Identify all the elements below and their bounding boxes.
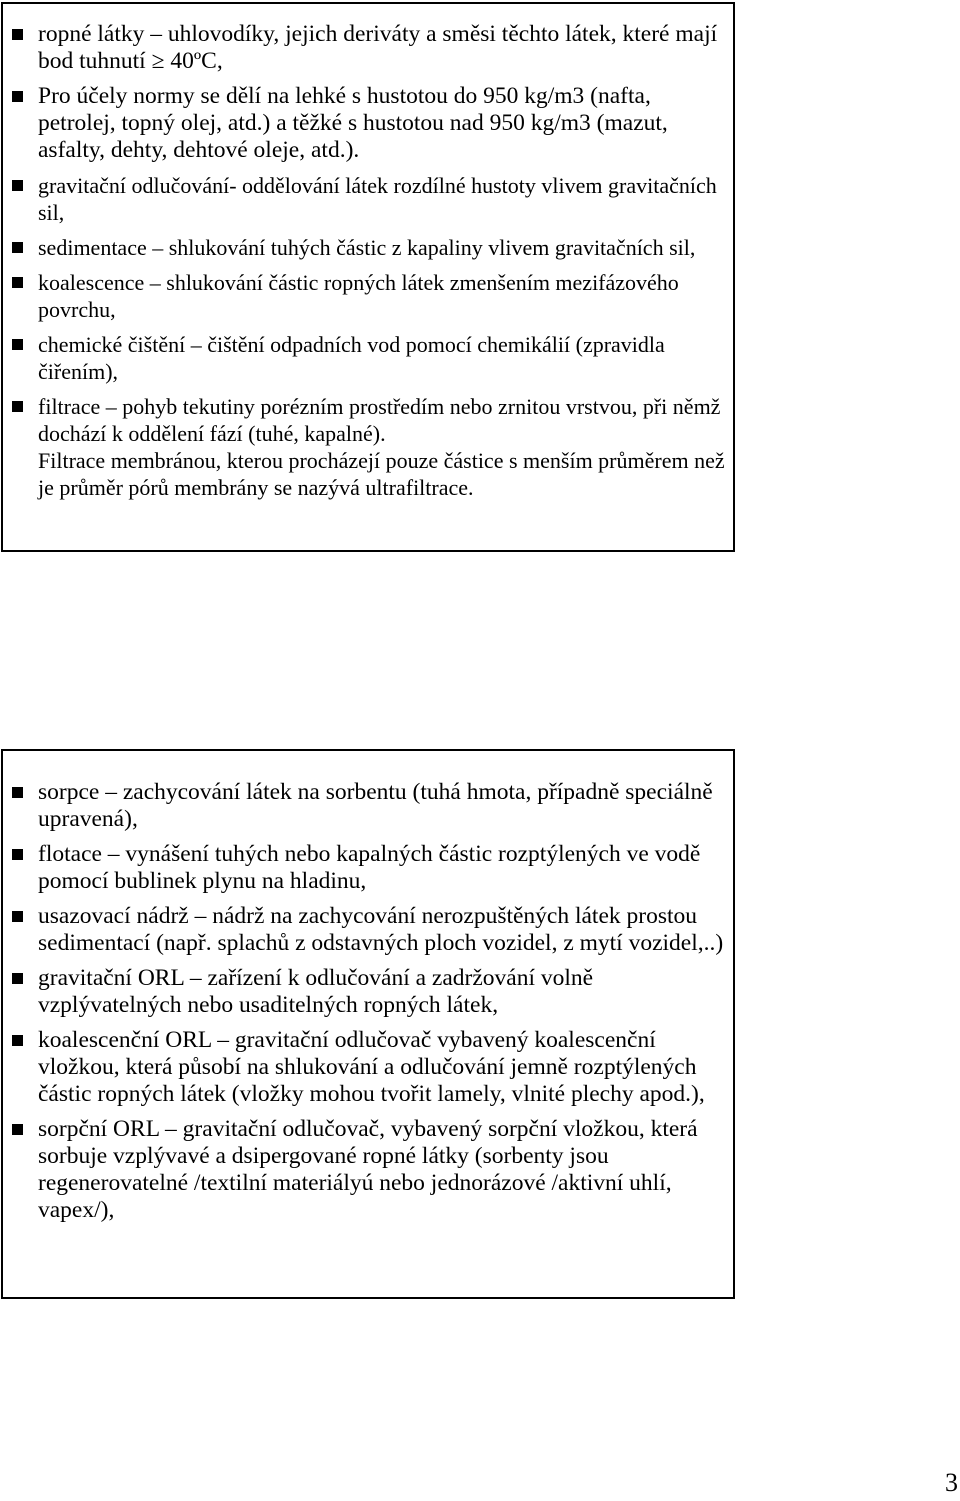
slide-top <box>1 2 735 552</box>
list-item <box>3 841 725 895</box>
bullet-list-bottom <box>3 779 733 1232</box>
list-item <box>3 1116 725 1224</box>
square-bullet-icon <box>12 787 23 798</box>
list-item <box>3 1027 725 1108</box>
square-bullet-icon <box>12 1035 23 1046</box>
slide-bottom <box>1 749 735 1299</box>
list-item <box>3 83 725 164</box>
bullet-list-top <box>3 21 733 509</box>
list-item-text: ropné látky – uhlovodíky, jejich deriváty a směsi těchto látek, které mají bod tuhnutí ≥ 40ºC, <box>38 21 718 74</box>
page-number: 3 <box>945 1468 958 1497</box>
square-bullet-icon <box>12 339 23 350</box>
list-item-continuation: Filtrace membránou, kterou procházejí pouze částice s menším průměrem než je průměr pórů membrány se nazývá ultrafiltrace. <box>38 448 725 500</box>
list-item-text: gravitační ORL – zařízení k odlučování a zadržování volně vzplývatelných nebo usaditelných ropných látek, <box>38 965 594 1018</box>
list-item-text: usazovací nádrž – nádrž na zachycování nerozpuštěných látek prostou sedimentací (např. splachů z odstavných ploch vozidel, z mytí vozidel,..) <box>38 903 724 956</box>
square-bullet-icon <box>12 849 23 860</box>
list-item-text: sedimentace – shlukování tuhých částic z kapaliny vlivem gravitačních sil, <box>38 235 696 260</box>
square-bullet-icon <box>12 911 23 922</box>
square-bullet-icon <box>12 1124 23 1135</box>
list-item-text: koalescence – shlukování částic ropných látek zmenšením mezifázového povrchu, <box>38 270 679 322</box>
list-item <box>3 779 725 833</box>
square-bullet-icon <box>12 29 23 40</box>
list-item-text: gravitační odlučování- oddělování látek rozdílné hustoty vlivem gravitačních sil, <box>38 173 717 225</box>
list-item <box>3 21 725 75</box>
square-bullet-icon <box>12 401 23 412</box>
square-bullet-icon <box>12 277 23 288</box>
list-item <box>3 903 725 957</box>
square-bullet-icon <box>12 180 23 191</box>
square-bullet-icon <box>12 91 23 102</box>
list-item <box>3 234 725 261</box>
list-item <box>3 172 725 226</box>
list-item <box>3 269 725 323</box>
square-bullet-icon <box>12 973 23 984</box>
list-item-text: sorpční ORL – gravitační odlučovač, vybavený sorpční vložkou, která sorbuje vzplývavé a dsipergované ropné látky (sorbenty jsou regenerovatelné /textilní materiályú nebo jednorázové /aktivní uhlí, vapex/), <box>38 1116 698 1223</box>
list-item-text: koalescenční ORL – gravitační odlučovač vybavený koalescenční vložkou, která působí na shlukování a odlučování jemně rozptýlených částic ropných látek (vložky mohou tvořit lamely, vlnité plechy apod.), <box>38 1027 705 1107</box>
list-item-text: flotace – vynášení tuhých nebo kapalných částic rozptýlených ve vodě pomocí bublinek plynu na hladinu, <box>38 841 701 894</box>
square-bullet-icon <box>12 242 23 253</box>
list-item-text: sorpce – zachycování látek na sorbentu (tuhá hmota, případně speciálně upravená), <box>38 779 713 832</box>
list-item <box>3 965 725 1019</box>
list-item <box>3 393 725 501</box>
list-item-text: chemické čištění – čištění odpadních vod pomocí chemikálií (zpravidla čiřením), <box>38 332 665 384</box>
list-item-text: Pro účely normy se dělí na lehké s hustotou do 950 kg/m3 (nafta, petrolej, topný olej, atd.) a těžké s hustotou nad 950 kg/m3 (mazut, asfalty, dehty, dehtové oleje, atd.). <box>38 83 668 163</box>
list-item-text: filtrace – pohyb tekutiny porézním prostředím nebo zrnitou vrstvou, při němž dochází k oddělení fází (tuhé, kapalné). <box>38 394 721 446</box>
list-item <box>3 331 725 385</box>
